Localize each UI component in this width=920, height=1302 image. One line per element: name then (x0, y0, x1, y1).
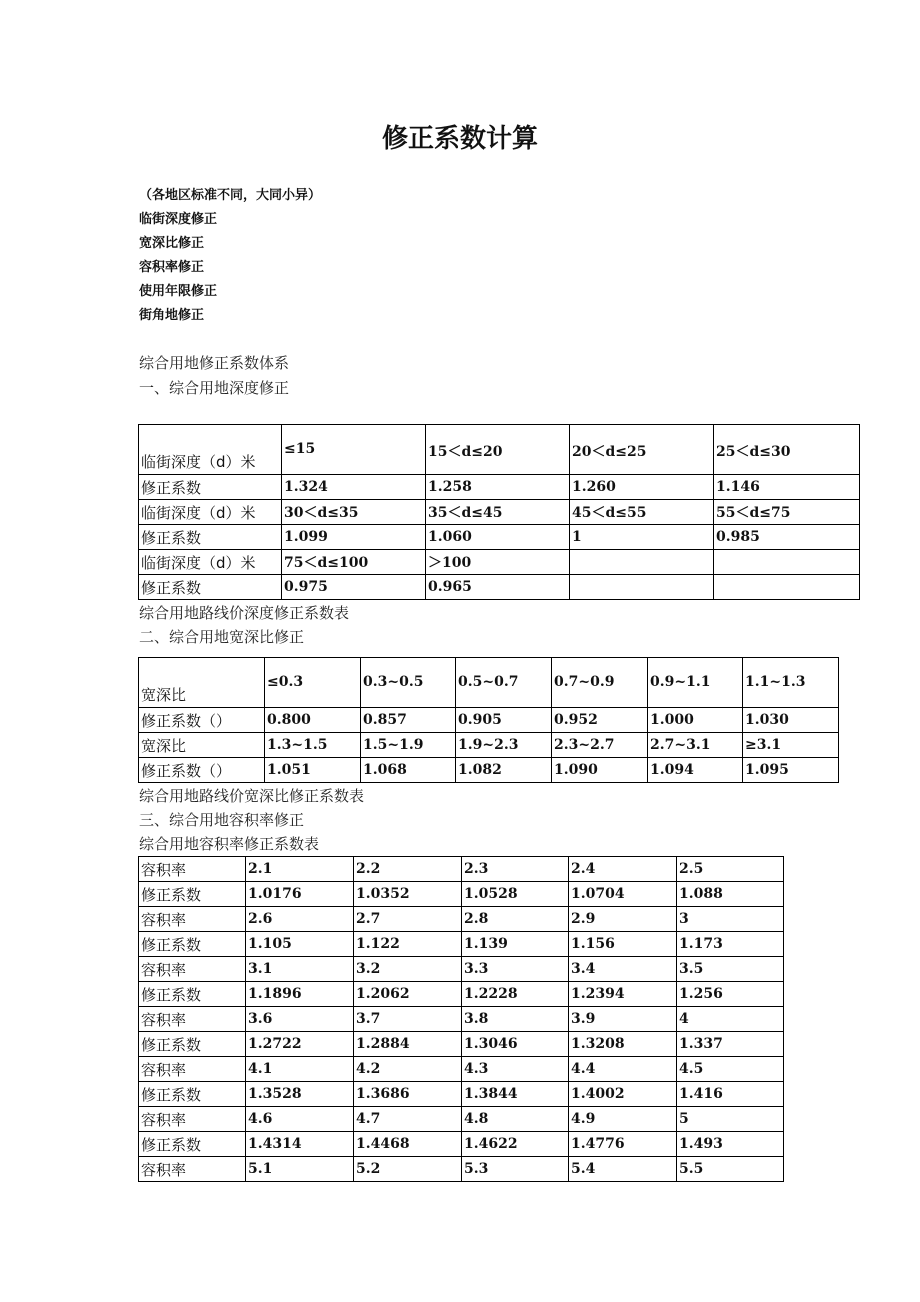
value-cell: 1.3208 (569, 1032, 677, 1057)
value-cell: 1.2722 (246, 1032, 354, 1057)
value-cell: 1.060 (426, 525, 570, 550)
value-cell: 1.4314 (246, 1132, 354, 1157)
row-label-cell: 容积率 (139, 957, 246, 982)
value-cell: 1 (570, 525, 714, 550)
value-cell: 1.068 (361, 758, 456, 783)
value-cell (570, 550, 714, 575)
value-cell: 3.3 (462, 957, 569, 982)
value-cell: 0.905 (456, 708, 552, 733)
value-cell: 3.5 (677, 957, 784, 982)
value-cell: 1.4776 (569, 1132, 677, 1157)
table-row (139, 957, 784, 982)
note-corner-lot: 街角地修正 (139, 308, 205, 323)
value-cell: 4.8 (462, 1107, 569, 1132)
value-cell: 2.4 (569, 857, 677, 882)
row-label-cell: 修正系数 (139, 575, 282, 600)
value-cell: 1.2394 (569, 982, 677, 1007)
table-row (139, 425, 860, 475)
value-cell: 2.9 (569, 907, 677, 932)
value-cell: 3.7 (354, 1007, 462, 1032)
value-cell: 1.493 (677, 1132, 784, 1157)
value-cell: 1.030 (743, 708, 839, 733)
value-cell: 1.258 (426, 475, 570, 500)
row-label-cell: 容积率 (139, 1057, 246, 1082)
value-cell: 20＜d≤25 (570, 425, 714, 475)
row-label-cell: 容积率 (139, 907, 246, 932)
value-cell: 1.4002 (569, 1082, 677, 1107)
value-cell: 3.6 (246, 1007, 354, 1032)
value-cell: 1.5~1.9 (361, 733, 456, 758)
row-label-cell: 修正系数 (139, 982, 246, 1007)
value-cell: ≤15 (282, 425, 426, 475)
value-cell: 1.139 (462, 932, 569, 957)
value-cell: 2.7~3.1 (648, 733, 743, 758)
table-row (139, 500, 860, 525)
value-cell: 1.082 (456, 758, 552, 783)
row-label-cell: 临街深度（d）米 (139, 500, 282, 525)
value-cell: ＞100 (426, 550, 570, 575)
value-cell: 0.9~1.1 (648, 658, 743, 708)
row-label-cell: 宽深比 (139, 658, 265, 708)
row-label-cell: 修正系数 (139, 1082, 246, 1107)
value-cell: 2.5 (677, 857, 784, 882)
note-regional-standards: （各地区标准不同，大同小异） (139, 188, 322, 203)
width-depth-table (138, 657, 839, 783)
row-label-cell: 修正系数 (139, 1032, 246, 1057)
value-cell: 2.8 (462, 907, 569, 932)
table-row (139, 882, 784, 907)
value-cell: 1.0704 (569, 882, 677, 907)
value-cell: 35＜d≤45 (426, 500, 570, 525)
value-cell: 1.088 (677, 882, 784, 907)
value-cell: 3.4 (569, 957, 677, 982)
table-row (139, 982, 784, 1007)
table-row (139, 907, 784, 932)
value-cell: 3 (677, 907, 784, 932)
row-label-cell: 修正系数 (139, 882, 246, 907)
row-label-cell: 修正系数 (139, 475, 282, 500)
row-label-cell: 容积率 (139, 857, 246, 882)
value-cell: 1.090 (552, 758, 648, 783)
value-cell: 1.173 (677, 932, 784, 957)
depth-correction-table (138, 424, 860, 600)
value-cell (714, 575, 860, 600)
value-cell: 1.099 (282, 525, 426, 550)
row-label-cell: 修正系数（） (139, 708, 265, 733)
value-cell: ≤0.3 (265, 658, 361, 708)
table-row (139, 475, 860, 500)
value-cell: 0.7~0.9 (552, 658, 648, 708)
section3-caption: 综合用地容积率修正系数表 (139, 835, 320, 853)
table-row (139, 658, 839, 708)
value-cell: 4.1 (246, 1057, 354, 1082)
value-cell (570, 575, 714, 600)
table-row (139, 932, 784, 957)
value-cell: 0.975 (282, 575, 426, 600)
table-row (139, 1082, 784, 1107)
row-label-cell: 容积率 (139, 1107, 246, 1132)
value-cell: 1.051 (265, 758, 361, 783)
value-cell: 5.4 (569, 1157, 677, 1182)
table-row (139, 733, 839, 758)
row-label-cell: 修正系数（） (139, 758, 265, 783)
value-cell: 1.1896 (246, 982, 354, 1007)
value-cell: 2.3 (462, 857, 569, 882)
value-cell: 1.105 (246, 932, 354, 957)
value-cell: 1.416 (677, 1082, 784, 1107)
row-label-cell: 临街深度（d）米 (139, 425, 282, 475)
value-cell: 75＜d≤100 (282, 550, 426, 575)
value-cell: 1.0176 (246, 882, 354, 907)
table-row (139, 708, 839, 733)
table-row (139, 758, 839, 783)
value-cell: 1.4468 (354, 1132, 462, 1157)
value-cell: 1.146 (714, 475, 860, 500)
value-cell: 0.857 (361, 708, 456, 733)
value-cell: 5.2 (354, 1157, 462, 1182)
note-width-depth-ratio: 宽深比修正 (139, 236, 205, 251)
table-row (139, 1157, 784, 1182)
value-cell: 1.337 (677, 1032, 784, 1057)
value-cell: 5.3 (462, 1157, 569, 1182)
value-cell: 1.324 (282, 475, 426, 500)
value-cell: 25＜d≤30 (714, 425, 860, 475)
value-cell: 3.2 (354, 957, 462, 982)
row-label-cell: 修正系数 (139, 932, 246, 957)
value-cell: 30＜d≤35 (282, 500, 426, 525)
value-cell: 1.094 (648, 758, 743, 783)
value-cell: 4.4 (569, 1057, 677, 1082)
value-cell: 2.6 (246, 907, 354, 932)
value-cell: 1.2062 (354, 982, 462, 1007)
value-cell: 1.3046 (462, 1032, 569, 1057)
row-label-cell: 容积率 (139, 1007, 246, 1032)
section1-caption: 综合用地路线价深度修正系数表 (139, 604, 350, 622)
value-cell: 45＜d≤55 (570, 500, 714, 525)
value-cell: 1.2884 (354, 1032, 462, 1057)
table-row (139, 1107, 784, 1132)
value-cell: 4.9 (569, 1107, 677, 1132)
value-cell: 3.8 (462, 1007, 569, 1032)
table-row (139, 1057, 784, 1082)
row-label-cell: 修正系数 (139, 1132, 246, 1157)
table-row (139, 575, 860, 600)
row-label-cell: 修正系数 (139, 525, 282, 550)
value-cell: 1.095 (743, 758, 839, 783)
value-cell: 1.000 (648, 708, 743, 733)
note-use-term: 使用年限修正 (139, 284, 218, 299)
note-plot-ratio: 容积率修正 (139, 260, 205, 275)
plot-ratio-table (138, 856, 784, 1182)
section2-heading: 二、综合用地宽深比修正 (139, 628, 305, 646)
value-cell: 5.5 (677, 1157, 784, 1182)
value-cell: 1.9~2.3 (456, 733, 552, 758)
value-cell: 0.965 (426, 575, 570, 600)
value-cell: 0.952 (552, 708, 648, 733)
table-row (139, 857, 784, 882)
value-cell: 3.1 (246, 957, 354, 982)
value-cell: 1.0352 (354, 882, 462, 907)
value-cell: 1.0528 (462, 882, 569, 907)
value-cell: 1.3528 (246, 1082, 354, 1107)
value-cell: 1.2228 (462, 982, 569, 1007)
value-cell: 4.2 (354, 1057, 462, 1082)
value-cell: 4.3 (462, 1057, 569, 1082)
row-label-cell: 宽深比 (139, 733, 265, 758)
section3-heading: 三、综合用地容积率修正 (139, 811, 305, 829)
value-cell: 1.3~1.5 (265, 733, 361, 758)
value-cell: 1.3686 (354, 1082, 462, 1107)
row-label-cell: 容积率 (139, 1157, 246, 1182)
page-title: 修正系数计算 (381, 124, 538, 154)
value-cell: 1.3844 (462, 1082, 569, 1107)
section1-heading: 一、综合用地深度修正 (139, 379, 290, 397)
value-cell: 0.800 (265, 708, 361, 733)
value-cell: 4.7 (354, 1107, 462, 1132)
table-row (139, 1007, 784, 1032)
value-cell: 1.156 (569, 932, 677, 957)
value-cell: 5 (677, 1107, 784, 1132)
table-row (139, 525, 860, 550)
value-cell: 0.3~0.5 (361, 658, 456, 708)
value-cell: 2.2 (354, 857, 462, 882)
table-row (139, 1132, 784, 1157)
value-cell: 4.6 (246, 1107, 354, 1132)
value-cell: 2.3~2.7 (552, 733, 648, 758)
value-cell: 4.5 (677, 1057, 784, 1082)
value-cell: 0.5~0.7 (456, 658, 552, 708)
value-cell: ≥3.1 (743, 733, 839, 758)
value-cell: 1.122 (354, 932, 462, 957)
table-row (139, 1032, 784, 1057)
value-cell: 2.1 (246, 857, 354, 882)
value-cell: 15＜d≤20 (426, 425, 570, 475)
section-intro: 综合用地修正系数体系 (139, 354, 290, 372)
section2-caption: 综合用地路线价宽深比修正系数表 (139, 787, 365, 805)
value-cell: 55＜d≤75 (714, 500, 860, 525)
value-cell: 4 (677, 1007, 784, 1032)
row-label-cell: 临街深度（d）米 (139, 550, 282, 575)
value-cell: 0.985 (714, 525, 860, 550)
value-cell: 5.1 (246, 1157, 354, 1182)
value-cell: 1.256 (677, 982, 784, 1007)
value-cell (714, 550, 860, 575)
value-cell: 3.9 (569, 1007, 677, 1032)
value-cell: 1.4622 (462, 1132, 569, 1157)
note-frontage-depth: 临街深度修正 (139, 212, 218, 227)
table-row (139, 550, 860, 575)
value-cell: 1.1~1.3 (743, 658, 839, 708)
value-cell: 2.7 (354, 907, 462, 932)
value-cell: 1.260 (570, 475, 714, 500)
